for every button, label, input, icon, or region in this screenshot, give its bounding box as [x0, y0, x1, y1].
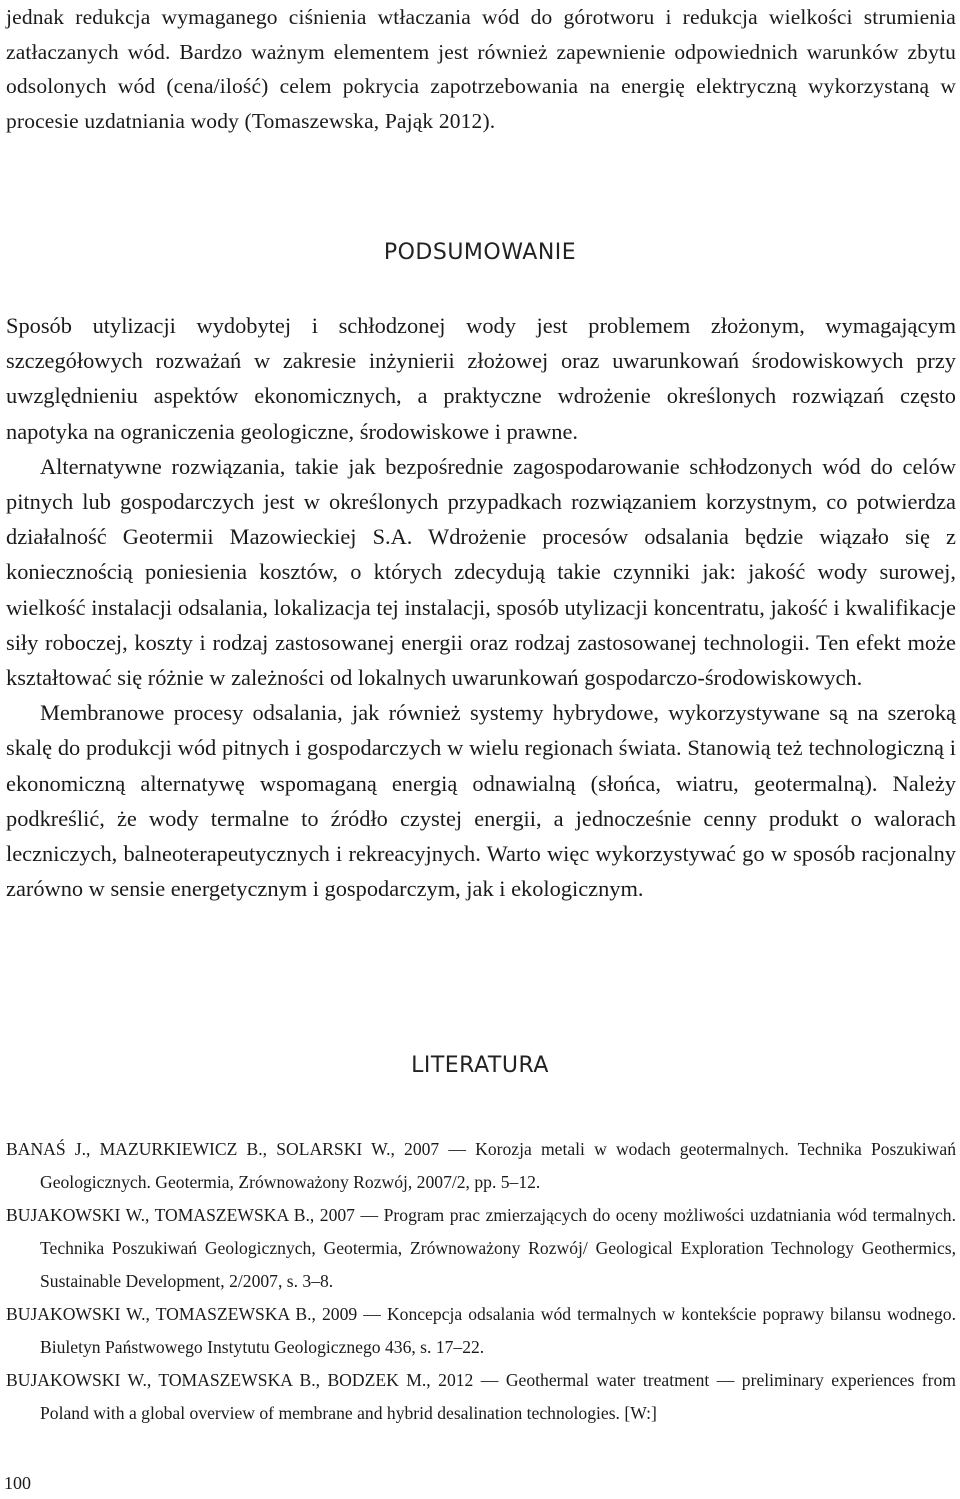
summary-paragraph-1: Sposób utylizacji wydobytej i schłodzonej wody jest problemem złożonym, wymagającym szczegółowych rozważań w zakresie inżynierii złożowej oraz uwarunkowań środowiskowych przy uwzględnieniu aspektów ekonomicznych, a praktyczne wdrożenie określonych rozwiązań często napotyka na ograniczenia geologiczne, środowiskowe i prawne. [6, 313, 956, 444]
summary-paragraph-3: Membranowe procesy odsalania, jak również systemy hybrydowe, wykorzystywane są na szeroką skalę do produkcji wód pitnych i gospodarczych w wielu regionach świata. Stanowią też technologiczną i ekonomiczną alternatywę wspomaganą energią odnawialną (słońca, wiatru, geotermalną). Należy podkreślić, że wody termalne to źródło czystej energii, a jednocześnie cenny produkt o walorach leczniczych, balneoterapeutycznych i rekreacyjnych. Warto więc wykorzystywać go w sposób racjonalny zarówno w sensie energetycznym i gospodarczym, jak i ekologicznym. [6, 700, 956, 902]
reference-item: BUJAKOWSKI W., TOMASZEWSKA B., 2009 — Koncepcja odsalania wód termalnych w kontekście poprawy bilansu wodnego. Biuletyn Państwowego Instytutu Geologicznego 436, s. 17–22. [6, 1304, 956, 1357]
summary-body [6, 308, 956, 906]
summary-heading: PODSUMOWANIE [383, 240, 577, 265]
reference-list [6, 1133, 956, 1430]
reference-item: BANAŚ J., MAZURKIEWICZ B., SOLARSKI W., 2007 — Korozja metali w wodach geotermalnych. Technika Poszukiwań Geologicznych. Geotermia, Zrównoważony Rozwój, 2007/2, pp. 5–12. [6, 1139, 956, 1192]
literature-heading: LITERATURA [411, 1053, 549, 1078]
intro-paragraph: jednak redukcja wymaganego ciśnienia wtłaczania wód do górotworu i redukcja wielkości strumienia zatłaczanych wód. Bardzo ważnym elementem jest również zapewnienie odpowiednich warunków zbytu odsolonych wód (cena/ilość) celem pokrycia zapotrzebowania na energię elektryczną wykorzystaną w procesie uzdatniania wody (Tomaszewska, Pająk 2012). [6, 5, 956, 133]
reference-item: BUJAKOWSKI W., TOMASZEWSKA B., 2007 — Program prac zmierzających do oceny możliwości uzdatniania wód termalnych. Technika Poszukiwań Geologicznych, Geotermia, Zrównoważony Rozwój/ Geological Exploration Technology Geothermics, Sustainable Development, 2/2007, s. 3–8. [6, 1205, 956, 1291]
reference-item: BUJAKOWSKI W., TOMASZEWSKA B., BODZEK M., 2012 — Geothermal water treatment — preliminary experiences from Poland with a global overview of membrane and hybrid desalination technologies. [W:] [6, 1370, 956, 1423]
page-number: 100 [4, 1473, 31, 1493]
summary-paragraph-2: Alternatywne rozwiązania, takie jak bezpośrednie zagospodarowanie schłodzonych wód do celów pitnych lub gospodarczych jest w określonych przypadkach rozwiązaniem korzystnym, co potwierdza działalność Geotermii Mazowieckiej S.A. Wdrożenie procesów odsalania będzie wiązało się z koniecznością poniesienia kosztów, o których zdecydują takie czynniki jak: jakość wody surowej, wielkość instalacji odsalania, lokalizacja tej instalacji, sposób utylizacji koncentratu, jakość i kwalifikacje siły roboczej, koszty i rodzaj zastosowanej energii oraz rodzaj zastosowanej technologii. Ten efekt może kształtować się różnie w zależności od lokalnych uwarunkowań gospodarczo-środowiskowych. [6, 453, 956, 691]
